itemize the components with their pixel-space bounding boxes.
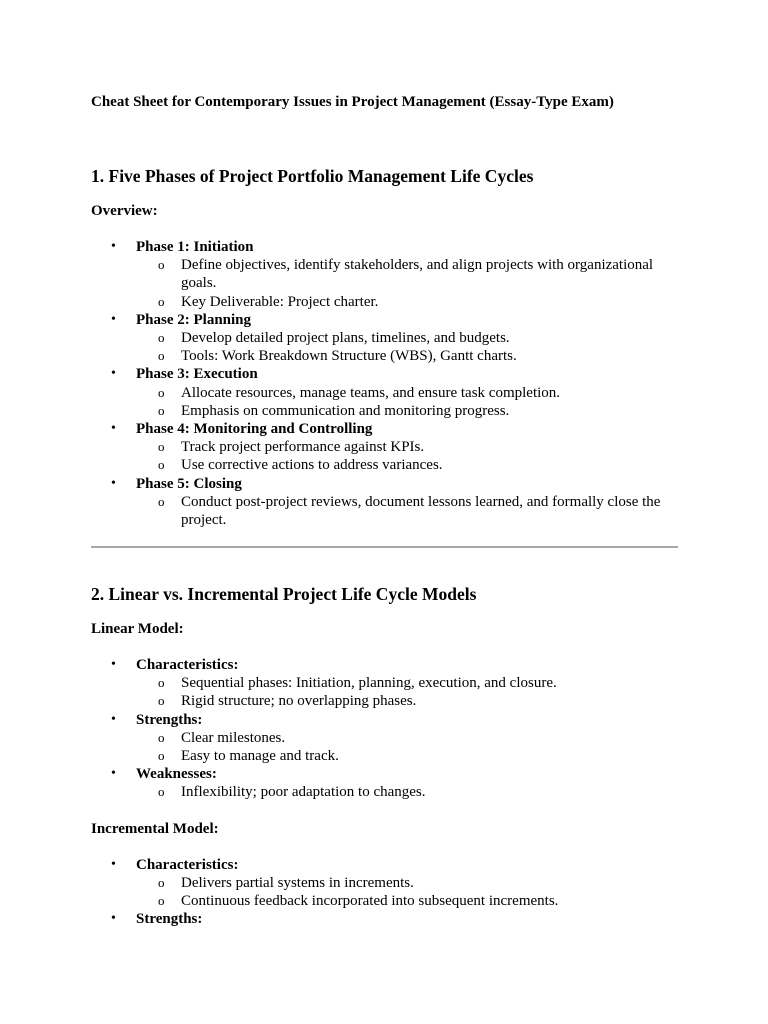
sub-item-text: Sequential phases: Initiation, planning, execution, and closure. [181, 675, 557, 692]
sub-item-text: Clear milestones. [181, 729, 286, 746]
list-item [91, 420, 681, 475]
bullet-icon: • [111, 911, 116, 927]
sub-item-text: Develop detailed project plans, timelines, and budgets. [181, 330, 510, 347]
item-label: Strengths: [136, 911, 203, 928]
sub-list [136, 438, 681, 474]
bullet-icon: • [111, 366, 116, 382]
sub-list-item [136, 347, 681, 365]
bullet-icon: • [111, 657, 116, 672]
sub-list [136, 329, 681, 365]
sub-bullet-icon: o [158, 748, 165, 764]
sub-item-text: Easy to manage and track. [181, 748, 339, 765]
list-item [91, 765, 681, 801]
sub-list-item [136, 384, 681, 402]
section-divider [91, 546, 678, 548]
sub-bullet-icon: o [158, 402, 165, 418]
list-item [91, 311, 681, 366]
bullet-icon: • [111, 711, 116, 727]
sub-bullet-icon: o [158, 693, 165, 709]
sub-list-item [136, 692, 681, 710]
bullet-icon: • [111, 766, 116, 782]
phase-list [91, 238, 681, 529]
bullet-icon: • [111, 856, 116, 872]
section-life-cycle-models [91, 583, 681, 928]
sub-list [136, 256, 681, 311]
sub-list [136, 384, 681, 420]
sub-list-item [136, 747, 681, 765]
sub-item-text: Define objectives, identify stakeholders, and align projects with organizational goals. [181, 257, 654, 292]
sub-bullet-icon: o [158, 293, 165, 309]
sub-bullet-icon: o [158, 384, 165, 400]
sub-bullet-icon: o [158, 784, 165, 800]
sub-item-text: Continuous feedback incorporated into subsequent increments. [181, 893, 559, 910]
sub-list-item [136, 674, 681, 692]
section-phases [91, 165, 681, 529]
list-item [91, 856, 681, 911]
section-heading: 1. Five Phases of Project Portfolio Management Life Cycles [91, 166, 534, 186]
item-label: Phase 4: Monitoring and Controlling [136, 421, 373, 438]
sub-list [136, 729, 681, 765]
bullet-icon: • [111, 311, 116, 327]
sub-list-item [136, 874, 681, 892]
bullet-icon: • [111, 239, 116, 254]
list-item [91, 656, 681, 711]
list-item [91, 238, 681, 311]
sub-item-text: Track project performance against KPIs. [181, 439, 425, 456]
item-label: Strengths: [136, 711, 203, 728]
sub-bullet-icon: o [158, 439, 165, 455]
sub-list-item [136, 493, 681, 529]
sub-bullet-icon: o [158, 493, 165, 509]
sub-list-item [136, 783, 681, 801]
item-label: Characteristics: [136, 657, 239, 673]
sub-item-text: Inflexibility; poor adaptation to changes. [181, 784, 426, 801]
sub-list [136, 874, 681, 910]
sub-list-item [136, 456, 681, 474]
document-title: Cheat Sheet for Contemporary Issues in Project Management (Essay-Type Exam) [91, 94, 614, 110]
sub-bullet-icon: o [158, 457, 165, 473]
incremental-model-list [91, 856, 681, 929]
sub-list-item [136, 438, 681, 456]
sub-bullet-icon: o [158, 874, 165, 890]
sub-list-item [136, 729, 681, 747]
sub-bullet-icon: o [158, 893, 165, 909]
sub-bullet-icon: o [158, 729, 165, 745]
sub-item-text: Key Deliverable: Project charter. [181, 293, 379, 310]
item-label: Phase 2: Planning [136, 311, 252, 328]
list-item [91, 475, 681, 530]
sub-item-text: Delivers partial systems in increments. [181, 874, 414, 891]
group-label-linear: Linear Model: [91, 621, 184, 637]
sub-bullet-icon: o [158, 675, 165, 691]
sub-list-item [136, 293, 681, 311]
sub-item-text: Allocate resources, manage teams, and ensure task completion. [181, 384, 561, 401]
sub-item-text: Tools: Work Breakdown Structure (WBS), Gantt charts. [181, 348, 517, 365]
sub-list-item [136, 402, 681, 420]
list-item [91, 711, 681, 766]
sub-item-text: Rigid structure; no overlapping phases. [181, 693, 417, 710]
sub-bullet-icon: o [158, 348, 165, 364]
item-label: Phase 1: Initiation [136, 239, 254, 255]
item-label: Phase 5: Closing [136, 475, 242, 492]
group-label-incremental: Incremental Model: [91, 820, 219, 837]
sub-bullet-icon: o [158, 330, 165, 346]
list-item [91, 910, 681, 928]
section-heading: 2. Linear vs. Incremental Project Life Cycle Models [91, 584, 477, 604]
sub-list [136, 493, 681, 529]
item-label: Phase 3: Execution [136, 366, 258, 383]
sub-list-item [136, 892, 681, 910]
sub-item-text: Conduct post-project reviews, document lessons learned, and formally close the project. [181, 493, 661, 529]
linear-model-list [91, 656, 681, 802]
sub-list-item [136, 256, 681, 292]
item-label: Characteristics: [136, 856, 239, 873]
sub-item-text: Use corrective actions to address variances. [181, 457, 443, 474]
sub-list [136, 783, 681, 801]
sub-bullet-icon: o [158, 257, 165, 273]
item-label: Weaknesses: [136, 766, 217, 783]
sub-item-text: Emphasis on communication and monitoring progress. [181, 402, 510, 419]
bullet-icon: • [111, 421, 116, 437]
sub-list-item [136, 329, 681, 347]
sub-list [136, 674, 681, 710]
group-label-overview: Overview: [91, 203, 158, 219]
list-item [91, 365, 681, 420]
bullet-icon: • [111, 475, 116, 491]
